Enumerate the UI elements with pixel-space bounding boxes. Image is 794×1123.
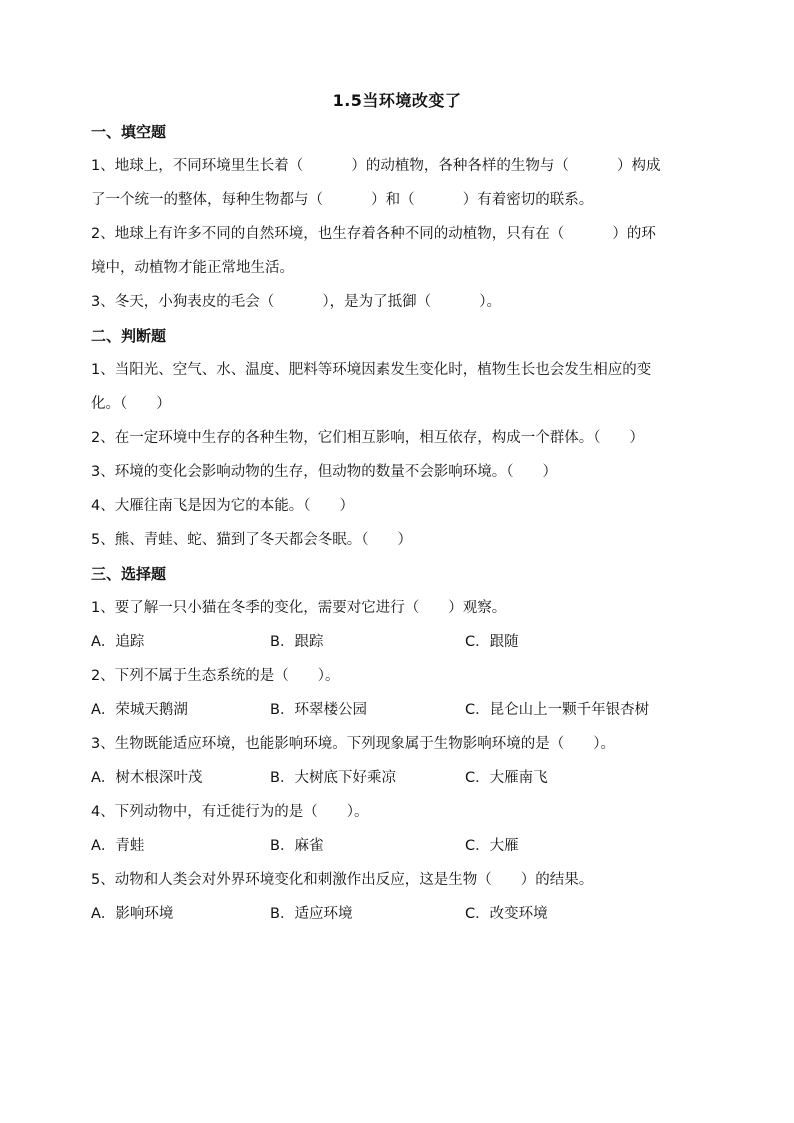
choice-option-b: B．环翠楼公园 <box>270 702 367 718</box>
choice-option-c: C．改变环境 <box>465 906 548 922</box>
judge-line: 5、熊、青蛙、蛇、猫到了冬天都会冬眠。（ ） <box>91 532 412 548</box>
choice-question: 2、下列不属于生态系统的是（ ）。 <box>91 668 340 684</box>
choice-option-c: C．大雁南飞 <box>465 770 548 786</box>
section-heading-choice: 三、选择题 <box>91 565 167 583</box>
choice-option-a: A．追踪 <box>91 634 145 650</box>
choice-option-b: B．大树底下好乘凉 <box>270 770 396 786</box>
choice-question: 3、生物既能适应环境，也能影响环境。下列现象属于生物影响环境的是（ ）。 <box>91 736 615 752</box>
choice-option-a: A．青蛙 <box>91 838 145 854</box>
fill-line: 境中，动植物才能正常地生活。 <box>91 260 294 276</box>
judge-line: 3、环境的变化会影响动物的生存，但动物的数量不会影响环境。（ ） <box>91 464 557 480</box>
judge-line: 4、大雁往南飞是因为它的本能。（ ） <box>91 498 354 514</box>
fill-line: 2、地球上有许多不同的自然环境，也生存着各种不同的动植物，只有在（ ）的环 <box>91 226 656 242</box>
choice-option-a: A．树木根深叶茂 <box>91 770 203 786</box>
fill-line: 了一个统一的整体，每种生物都与（ ）和（ ）有着密切的联系。 <box>91 192 594 208</box>
page-title: 1.5当环境改变了 <box>332 91 462 110</box>
choice-option-c: C．跟随 <box>465 634 519 650</box>
section-heading-judge: 二、判断题 <box>91 327 167 345</box>
choice-option-a: A．荣城天鹅湖 <box>91 702 188 718</box>
section-heading-fill: 一、填空题 <box>91 123 167 141</box>
judge-line: 化。（ ） <box>91 396 171 412</box>
choice-option-c: C．昆仑山上一颗千年银杏树 <box>465 702 650 718</box>
judge-line: 1、当阳光、空气、水、温度、肥料等环境因素发生变化时，植物生长也会发生相应的变 <box>91 362 652 378</box>
judge-line: 2、在一定环境中生存的各种生物，它们相互影响，相互依存，构成一个群体。（ ） <box>91 430 644 446</box>
choice-question: 5、动物和人类会对外界环境变化和刺激作出反应，这是生物（ ）的结果。 <box>91 872 594 888</box>
choice-option-b: B．适应环境 <box>270 906 353 922</box>
choice-option-c: C．大雁 <box>465 838 519 854</box>
choice-question: 1、要了解一只小猫在冬季的变化，需要对它进行（ ）观察。 <box>91 600 507 616</box>
fill-line: 3、冬天，小狗表皮的毛会（ ），是为了抵御（ ）。 <box>91 294 501 310</box>
choice-option-a: A．影响环境 <box>91 906 174 922</box>
choice-option-b: B．麻雀 <box>270 838 324 854</box>
choice-question: 4、下列动物中，有迁徙行为的是（ ）。 <box>91 804 369 820</box>
choice-option-b: B．跟踪 <box>270 634 324 650</box>
fill-line: 1、地球上，不同环境里生长着（ ）的动植物，各种各样的生物与（ ）构成 <box>91 158 661 174</box>
